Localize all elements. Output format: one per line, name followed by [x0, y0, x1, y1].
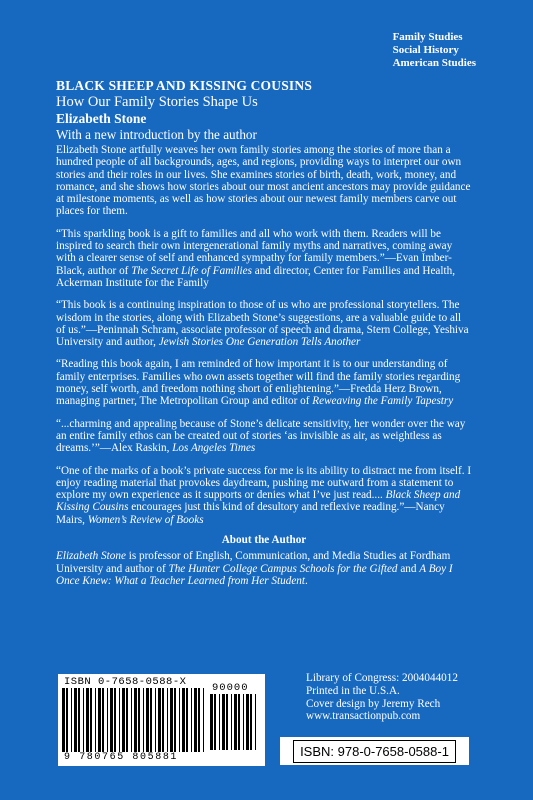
barcode-bar: [222, 694, 225, 750]
about-author-heading: About the Author: [221, 534, 307, 547]
barcode-bar: [66, 688, 68, 752]
about-author-text: Elizabeth Stone is professor of English, Communication, and Media Studies at Fordham University and author of The Hunter College Campus Schools for the Gifted and A Boy I Once Knew: What a Teacher Learned from Her Student.: [56, 550, 453, 587]
barcode-bar: [191, 688, 192, 752]
barcode-bar: [203, 688, 204, 752]
blurb-quote: “...charming and appealing because of Stone’s delicate sensitivity, her wonder over the way an entire family ethos can be created out of stories ‘as invisible as air, as weightless as dreams.’”—Alex Raskin, Los Angeles Times: [56, 417, 466, 455]
book-subtitle: How Our Family Stories Shape Us: [56, 94, 258, 110]
publication-info: [306, 672, 458, 723]
barcode-bar: [138, 688, 140, 752]
barcode-bar: [98, 688, 101, 752]
barcode-bar: [255, 694, 256, 750]
barcode-bar: [214, 694, 216, 750]
isbn13-label: ISBN: 978-0-7658-0588-1: [293, 740, 456, 763]
book-author: Elizabeth Stone: [56, 111, 147, 126]
barcode-bar: [143, 688, 144, 752]
barcode-bar: [71, 688, 72, 752]
barcode-bar: [155, 688, 156, 752]
barcode-bar: [83, 688, 84, 752]
blurb-quote: “Reading this book again, I am reminded of how important it is to our understanding of family enterprises. Families who own assets together will find the family stories regarding money, self worth, and freedom nothing short of enlightening.”—Fredda Herz Brown, managing partner, The Metropolitan Group and editor of Reweaving the Family Tapestry: [56, 358, 461, 408]
back-cover-content: [56, 78, 472, 587]
barcode-bar: [243, 694, 244, 750]
barcode-bars: [62, 688, 206, 752]
barcode-bar: [226, 694, 228, 750]
library-of-congress: Library of Congress: 2004044012: [306, 672, 458, 684]
barcode-bar: [182, 688, 185, 752]
barcode-isbn-label: ISBN 0-7658-0588-X: [64, 676, 187, 688]
barcode-bar: [74, 688, 77, 752]
barcode-bar: [62, 688, 65, 752]
barcode-bar: [246, 694, 249, 750]
barcode-bar: [231, 694, 232, 750]
book-title: BLACK SHEEP AND KISSING COUSINS: [56, 78, 313, 93]
barcode-bar: [186, 688, 188, 752]
barcode-bar: [238, 694, 240, 750]
barcode-bar: [110, 688, 113, 752]
barcode-bar: [86, 688, 89, 752]
barcode-bar: [150, 688, 152, 752]
subject-family-studies: Family Studies: [392, 31, 463, 43]
intro-note: With a new introduction by the author: [56, 127, 257, 142]
barcode-bar: [194, 688, 197, 752]
barcode-digits: 9 780765 805881: [64, 752, 179, 763]
barcode-bar: [102, 688, 104, 752]
barcode-bar: [119, 688, 120, 752]
barcode-price-code: 90000: [212, 682, 249, 694]
subject-american-studies: American Studies: [392, 57, 476, 69]
blurb-quote: “One of the marks of a book’s private success for me is its ability to distract me from itself. I enjoy reading material that provokes daydream, pushing me outward from a statement to explore my own experience as it supports or denies what I’ve just read.... Black Sheep and Kissing Cousins encourages just this kind of desultory and reflexive reading.”—Nancy Mairs, Women’s Review of Books: [56, 464, 472, 526]
barcode-bar: [78, 688, 80, 752]
barcode-bar: [90, 688, 92, 752]
barcode-bar: [174, 688, 176, 752]
barcode-bar: [131, 688, 132, 752]
barcode-bar: [234, 694, 237, 750]
barcode-bar: [179, 688, 180, 752]
barcode-bar: [162, 688, 164, 752]
barcode-bar: [122, 688, 125, 752]
cover-design: Cover design by Jeremy Rech: [306, 697, 441, 710]
barcode-bar: [170, 688, 173, 752]
barcode-bar: [198, 688, 200, 752]
barcode-bar: [146, 688, 149, 752]
subject-categories: [393, 31, 476, 70]
barcode-bar: [219, 694, 220, 750]
barcode-bar: [158, 688, 161, 752]
subject-social-history: Social History: [392, 44, 459, 56]
barcode-bar: [107, 688, 108, 752]
barcode-bar: [126, 688, 128, 752]
barcode-bar: [167, 688, 168, 752]
printed-in: Printed in the U.S.A.: [306, 684, 400, 697]
blurb-quote: “This sparkling book is a gift to families and all who work with them. Readers will be inspired to search their own intergenerational family myths and narratives, coming away with a clearer sense of self and enhanced sympathy for family members.”—Evan Imber-Black, author of The Secret Life of Families and director, Center for Families and Health, Ackerman Institute for the Family: [56, 227, 455, 289]
isbn13-label-box: [280, 737, 469, 765]
isbn-barcode: [58, 674, 265, 766]
book-description: Elizabeth Stone artfully weaves her own family stories among the stories of more than a hundred people of all backgrounds, ages, and regions, providing ways to interpret our own stories and their roles in our lives. She examines stories of birth, death, work, money, and romance, and she shows how stories about our most ancient ancestors may provide guidance at milestone moments, as well as how stories about our newest family members carve out places for them.: [56, 144, 471, 218]
barcode-bar: [210, 694, 213, 750]
barcode-bar: [134, 688, 137, 752]
barcode-bar: [114, 688, 116, 752]
barcode-bar: [95, 688, 96, 752]
publisher-website: www.transactionpub.com: [306, 710, 421, 723]
blurb-quote: “This book is a continuing inspiration to those of us who are professional storytellers. The wisdom in the stories, along with Elizabeth Stone’s suggestions, are a valuable guide to all of us.”—Peninnah Schram, associate professor of speech and drama, Stern College, Yeshiva University and author, Jewish Stories One Generation Tells Another: [56, 299, 469, 349]
barcode-bar: [250, 694, 252, 750]
barcode-addon-bars: [210, 694, 260, 750]
